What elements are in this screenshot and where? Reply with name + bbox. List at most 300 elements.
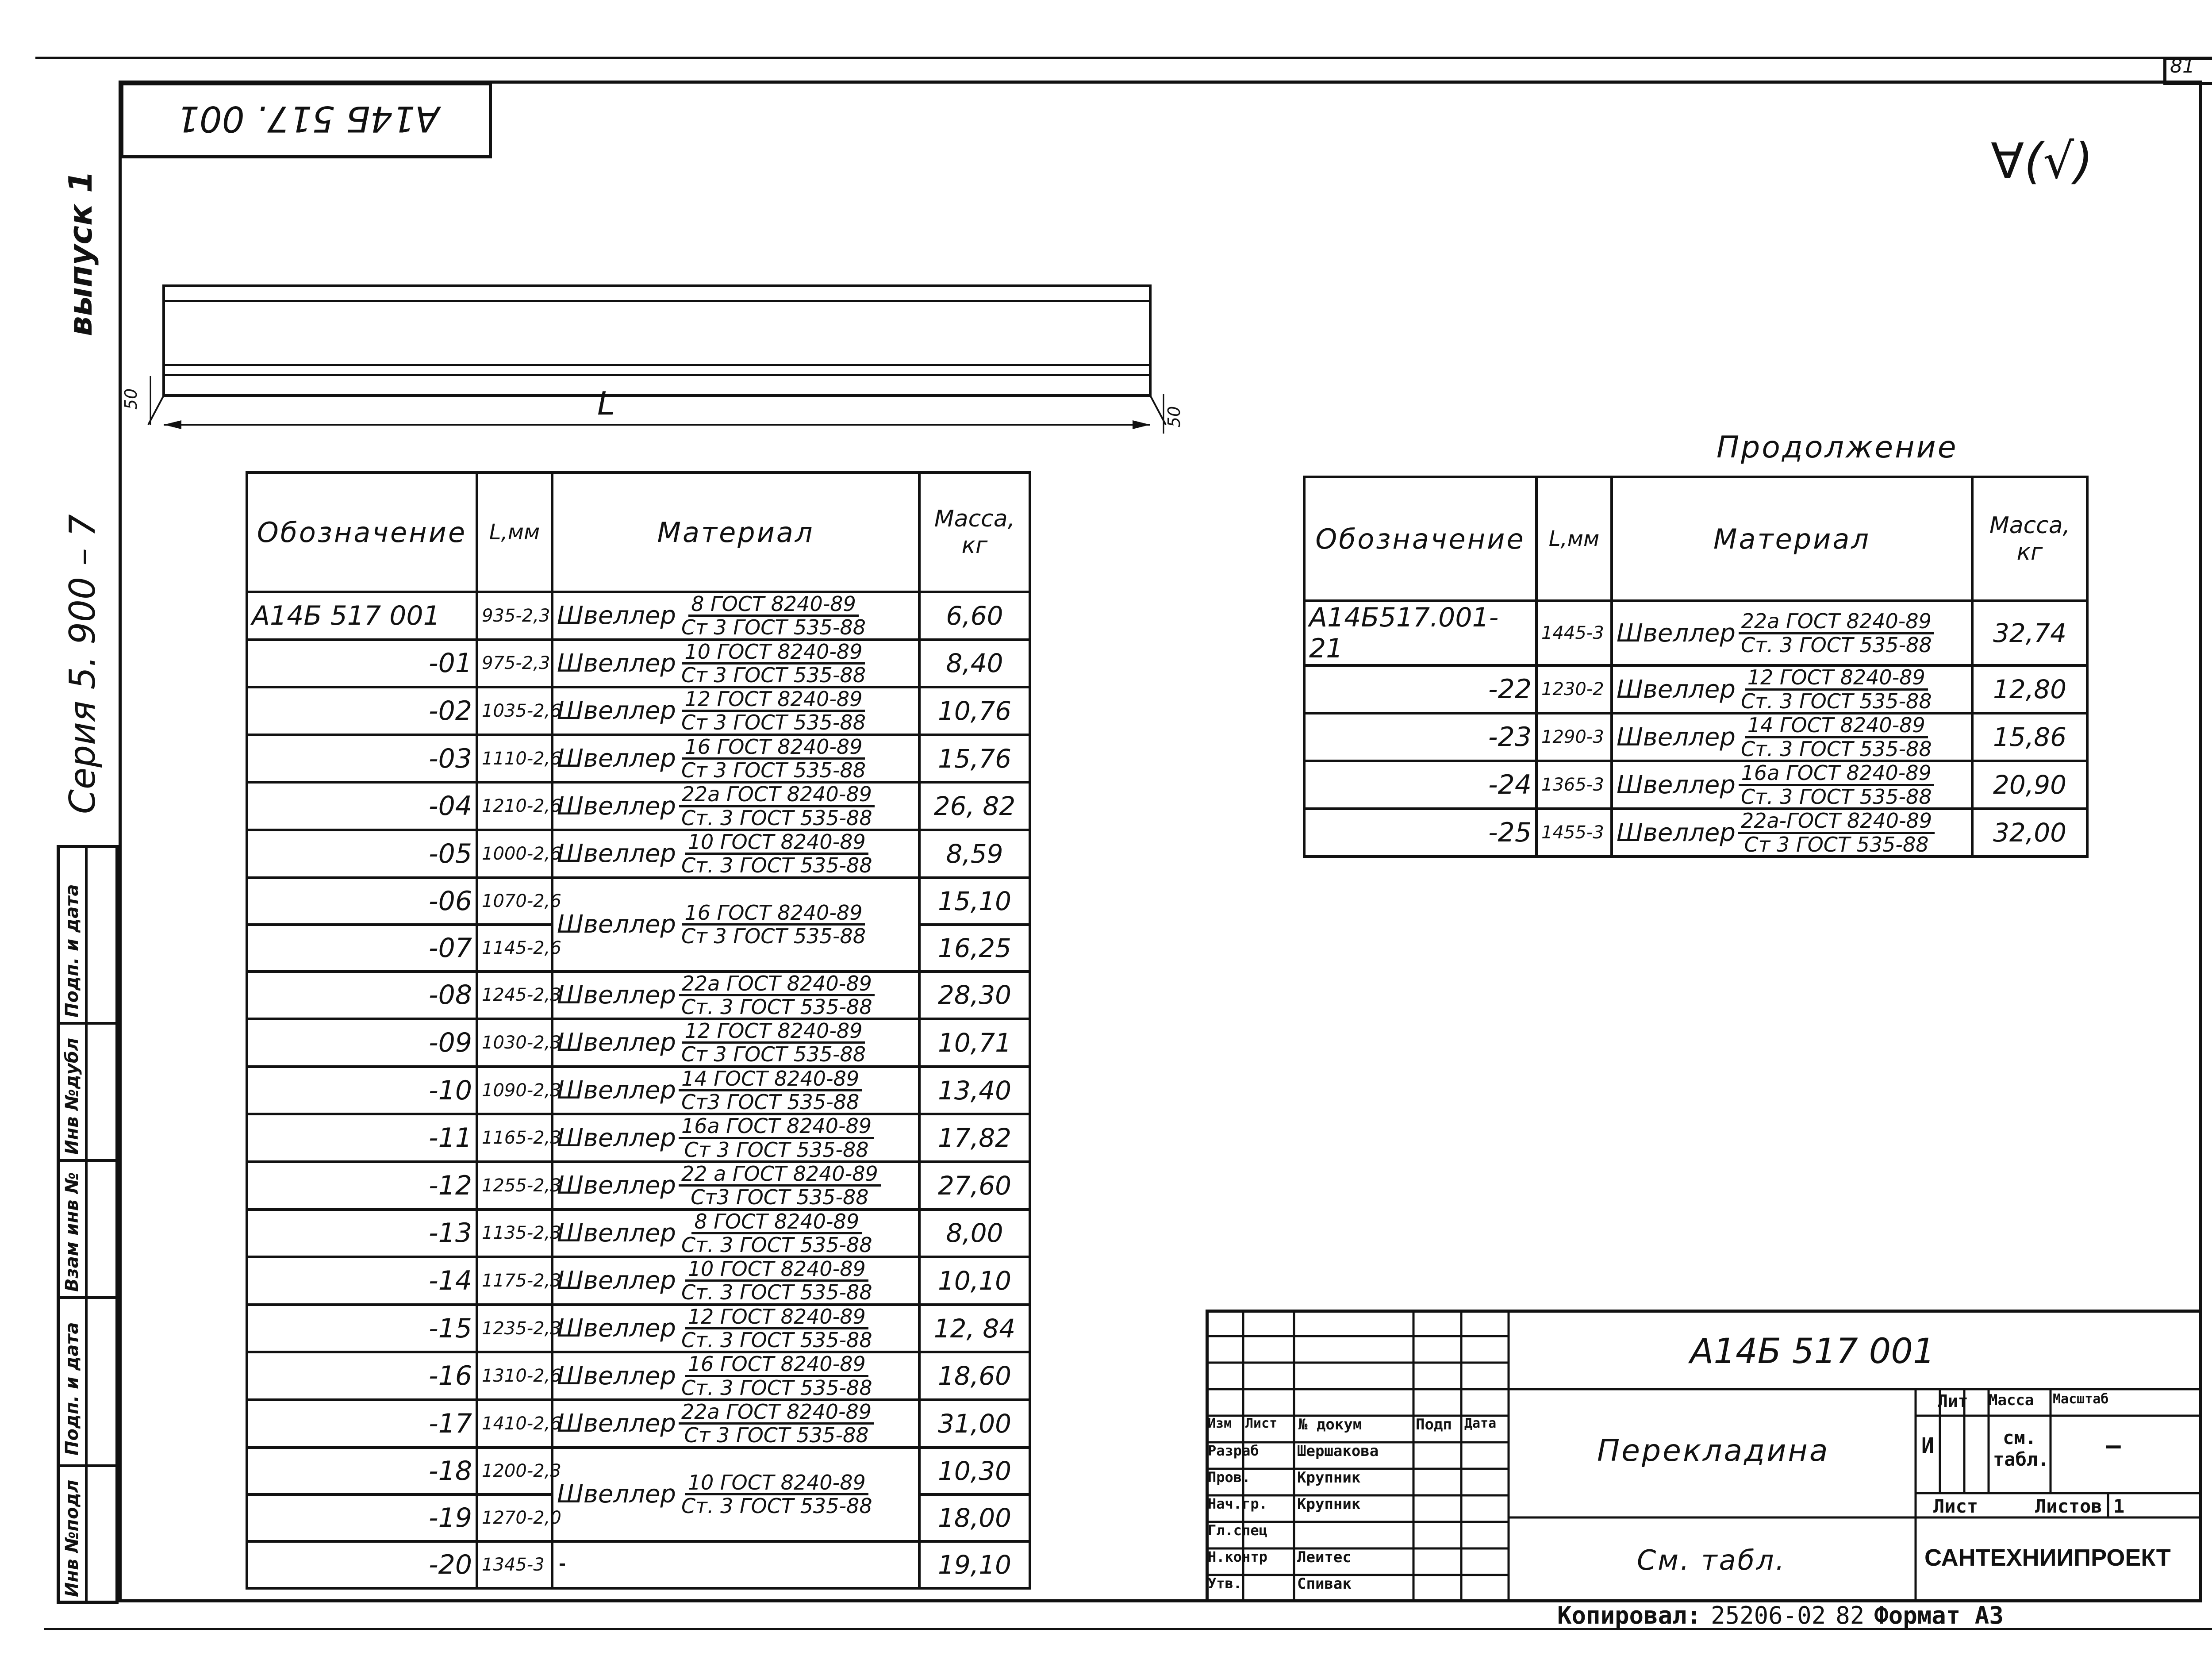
material-fraction xyxy=(679,902,868,947)
material-content xyxy=(557,1020,914,1065)
length-cell: 1455-3 xyxy=(1536,809,1612,857)
designation-cell: -04 xyxy=(247,782,477,830)
steel-standard: Ст. 3 ГОСТ 535-88 xyxy=(681,853,872,878)
material-fraction xyxy=(560,1563,565,1566)
stamp-label-1: Инв №подл xyxy=(62,1479,82,1597)
steel-standard: Ст 3 ГОСТ 535-88 xyxy=(681,758,866,783)
material-content xyxy=(1617,714,1967,760)
steel-standard: Ст 3 ГОСТ 535-88 xyxy=(681,663,866,687)
profile-standard: 22а ГОСТ 8240-89 xyxy=(679,784,875,807)
steel-standard: Ст 3 ГОСТ 535-88 xyxy=(684,1137,869,1162)
steel-standard: Ст 3 ГОСТ 535-88 xyxy=(684,1423,869,1448)
steel-standard: Ст 3 ГОСТ 535-88 xyxy=(681,615,866,640)
table-row xyxy=(247,1162,1030,1210)
mass-cell: 31,00 xyxy=(919,1400,1030,1448)
material-name: Швеллер xyxy=(557,839,676,868)
material-cell xyxy=(552,640,919,688)
table-row xyxy=(1304,665,2087,713)
table-row xyxy=(247,782,1030,830)
mass-cell: 15,86 xyxy=(1972,713,2087,761)
table-row xyxy=(247,687,1030,735)
length-cell: 1110-2,6 xyxy=(477,735,552,783)
length-cell: 1255-2,3 xyxy=(477,1162,552,1210)
length-cell: 1090-2,3 xyxy=(477,1067,552,1114)
material-cell xyxy=(552,1067,919,1114)
material-fraction xyxy=(679,1020,868,1065)
material-fraction xyxy=(679,1353,875,1398)
mass-cell: 8,00 xyxy=(919,1210,1030,1257)
steel-standard: Ст 3 ГОСТ 535-88 xyxy=(681,1042,866,1067)
profile-standard: 10 ГОСТ 8240-89 xyxy=(685,831,868,855)
mass-cell: 10,30 xyxy=(919,1448,1030,1494)
length-cell: 1230-2 xyxy=(1536,665,1612,713)
profile-standard: 14 ГОСТ 8240-89 xyxy=(679,1068,862,1091)
material-fraction xyxy=(679,736,868,781)
stamp-label-5: Подп. и дата xyxy=(62,884,82,1018)
tb-scale-value: — xyxy=(2106,1431,2121,1460)
material-content xyxy=(557,1472,914,1517)
designation-cell: -10 xyxy=(247,1067,477,1114)
tb-lit-label: Лит xyxy=(1938,1391,1968,1411)
header-material: Материал xyxy=(552,472,919,592)
dimension-left-label: 50 xyxy=(121,388,141,410)
steel-standard: Ст. 3 ГОСТ 535-88 xyxy=(681,1233,872,1257)
table-row xyxy=(1304,809,2087,857)
length-cell: 1030-2,3 xyxy=(477,1019,552,1067)
material-fraction xyxy=(679,1163,881,1208)
table-row xyxy=(247,592,1030,640)
mass-cell: 10,71 xyxy=(919,1019,1030,1067)
profile-standard xyxy=(560,1563,565,1566)
material-name: Швеллер xyxy=(557,1076,676,1105)
right-header-length: L,мм xyxy=(1536,477,1612,601)
footer-copied-num: 25206-02 xyxy=(1711,1602,1826,1629)
steel-standard: Ст3 ГОСТ 535-88 xyxy=(691,1185,869,1210)
right-spec-table xyxy=(1303,476,2089,858)
material-content xyxy=(1617,810,1967,855)
material-content xyxy=(557,1115,914,1160)
mass-cell: 13,40 xyxy=(919,1067,1030,1114)
material-cell xyxy=(552,1305,919,1352)
material-cell xyxy=(552,1114,919,1162)
material-content xyxy=(557,784,914,829)
material-content xyxy=(557,1353,914,1398)
sheet-number: 81 xyxy=(2170,55,2195,77)
steel-standard: Ст. 3 ГОСТ 535-88 xyxy=(1740,784,1932,809)
length-cell: 1245-2,3 xyxy=(477,972,552,1019)
length-cell: 1200-2,3 xyxy=(477,1448,552,1494)
material-name: Швеллер xyxy=(1617,770,1736,799)
steel-standard: Ст. 3 ГОСТ 535-88 xyxy=(681,1494,872,1518)
material-name: Швеллер xyxy=(557,1314,676,1343)
steel-standard: Ст 3 ГОСТ 535-88 xyxy=(681,711,866,735)
designation-cell: -24 xyxy=(1304,761,1536,809)
stamp-label-2: Подп. и дата xyxy=(62,1322,82,1456)
mass-cell: 12,80 xyxy=(1972,665,2087,713)
material-fraction xyxy=(679,1306,875,1351)
length-cell: 1345-3 xyxy=(477,1541,552,1588)
tb-lit-value: И xyxy=(1921,1433,1934,1458)
profile-standard: 12 ГОСТ 8240-89 xyxy=(682,688,865,712)
steel-standard: Ст. 3 ГОСТ 535-88 xyxy=(681,1328,872,1352)
length-cell: 935-2,3 xyxy=(477,592,552,640)
material-cell xyxy=(552,1210,919,1257)
steel-standard: Ст 3 ГОСТ 535-88 xyxy=(1744,832,1929,857)
material-name: Швеллер xyxy=(557,1480,676,1509)
length-cell: 975-2,3 xyxy=(477,640,552,688)
profile-standard: 16а ГОСТ 8240-89 xyxy=(679,1115,874,1139)
designation-cell: -25 xyxy=(1304,809,1536,857)
material-cell xyxy=(552,1352,919,1400)
right-header-material: Материал xyxy=(1612,477,1972,601)
trim-top xyxy=(35,57,2212,59)
series-label: Серия 5. 900 – 7 xyxy=(62,514,103,814)
designation-cell: A14Б517.001- 21 xyxy=(1304,601,1536,665)
table-row xyxy=(247,1067,1030,1114)
tb-scale-label: Масштаб xyxy=(2053,1391,2109,1407)
material-content xyxy=(557,973,914,1018)
profile-standard: 22 а ГОСТ 8240-89 xyxy=(679,1163,881,1187)
material-cell xyxy=(1612,713,1972,761)
material-content xyxy=(557,688,914,734)
mass-cell: 28,30 xyxy=(919,972,1030,1019)
stamp-sep-3 xyxy=(57,1296,119,1299)
mass-cell: 17,82 xyxy=(919,1114,1030,1162)
mass-cell: 8,40 xyxy=(919,640,1030,688)
material-fraction xyxy=(1738,762,1935,807)
tb-mass-value: см. табл. xyxy=(1993,1427,2049,1470)
material-fraction xyxy=(679,784,875,829)
material-content xyxy=(557,1211,914,1256)
designation-cell: -14 xyxy=(247,1257,477,1305)
tb-sheet-label: Лист xyxy=(1933,1495,1978,1517)
material-name: Швеллер xyxy=(557,601,676,630)
profile-standard: 22а ГОСТ 8240-89 xyxy=(679,1401,874,1425)
material-name: Швеллер xyxy=(557,1171,676,1200)
profile-standard: 16 ГОСТ 8240-89 xyxy=(685,1353,868,1377)
mass-cell: 12, 84 xyxy=(919,1305,1030,1352)
material-content xyxy=(1617,762,1967,807)
mass-cell: 26, 82 xyxy=(919,782,1030,830)
profile-standard: 12 ГОСТ 8240-89 xyxy=(685,1306,868,1329)
material-name: Швеллер xyxy=(1617,722,1736,752)
designation-cell: -19 xyxy=(247,1494,477,1541)
material-content xyxy=(557,641,914,686)
length-cell: 1175-2,3 xyxy=(477,1257,552,1305)
right-header-designation: Обозначение xyxy=(1304,477,1536,601)
mass-cell: 8,59 xyxy=(919,830,1030,878)
material-cell xyxy=(552,972,919,1019)
material-cell xyxy=(552,1400,919,1448)
table-row xyxy=(247,1448,1030,1494)
steel-standard: Ст. 3 ГОСТ 535-88 xyxy=(1740,737,1932,761)
material-name: Швеллер xyxy=(1617,818,1736,847)
designation-cell: -15 xyxy=(247,1305,477,1352)
table-row xyxy=(1304,761,2087,809)
tb-person: Крупник xyxy=(1297,1495,1361,1513)
length-cell: 1035-2,6 xyxy=(477,687,552,735)
tb-doc-code: A14Б 517 001 xyxy=(1690,1332,1935,1371)
mass-cell: 10,76 xyxy=(919,687,1030,735)
steel-standard: Ст. 3 ГОСТ 535-88 xyxy=(1740,689,1932,713)
material-content xyxy=(557,1258,914,1303)
profile-standard: 16 ГОСТ 8240-89 xyxy=(682,736,865,760)
material-name: Швеллер xyxy=(1617,618,1736,648)
stamp-divider xyxy=(85,845,88,1604)
length-cell: 1270-2,0 xyxy=(477,1494,552,1541)
material-fraction xyxy=(679,641,868,686)
header-designation: Обозначение xyxy=(247,472,477,592)
length-cell: 1310-2,6 xyxy=(477,1352,552,1400)
length-cell: 1210-2,6 xyxy=(477,782,552,830)
designation-cell: -08 xyxy=(247,972,477,1019)
designation-cell: -23 xyxy=(1304,713,1536,761)
material-content xyxy=(557,736,914,781)
material-cell xyxy=(552,687,919,735)
material-fraction xyxy=(679,973,875,1018)
material-cell xyxy=(1612,601,1972,665)
stamp-sep-2 xyxy=(57,1159,119,1162)
profile-standard: 12 ГОСТ 8240-89 xyxy=(682,1020,865,1044)
material-name: Швеллер xyxy=(557,744,676,773)
designation-cell: -17 xyxy=(247,1400,477,1448)
material-content xyxy=(1617,611,1967,656)
designation-cell: -13 xyxy=(247,1210,477,1257)
material-fraction xyxy=(1738,667,1935,712)
profile-standard: 8 ГОСТ 8240-89 xyxy=(691,1211,862,1234)
tb-role: Утв. xyxy=(1208,1575,1242,1592)
code-box-text: A14Б 517. 001 xyxy=(177,98,440,139)
footer xyxy=(1557,1602,2004,1629)
material-cell xyxy=(552,1541,919,1588)
steel-standard: Ст. 3 ГОСТ 535-88 xyxy=(681,806,872,830)
profile-standard: 22а ГОСТ 8240-89 xyxy=(679,973,875,996)
tb-person: Спивак xyxy=(1297,1575,1352,1593)
table-row xyxy=(1304,713,2087,761)
material-name: Швеллер xyxy=(557,791,676,821)
mass-cell: 18,60 xyxy=(919,1352,1030,1400)
tb-header-doc: № докум xyxy=(1298,1416,1362,1433)
material-cell xyxy=(1612,665,1972,713)
designation-cell: -01 xyxy=(247,640,477,688)
tb-mass-label: Масса xyxy=(1989,1391,2034,1409)
steel-standard: Ст 3 ГОСТ 535-88 xyxy=(681,924,866,949)
header-length: L,мм xyxy=(477,472,552,592)
mass-cell: 20,90 xyxy=(1972,761,2087,809)
tb-sheets-label: Листов 1 xyxy=(2035,1495,2125,1517)
designation-cell: -16 xyxy=(247,1352,477,1400)
material-cell xyxy=(552,1257,919,1305)
material-content xyxy=(557,1068,914,1113)
tb-header-izm: Изм xyxy=(1208,1416,1232,1431)
material-content xyxy=(557,902,914,947)
length-cell: 1365-3 xyxy=(1536,761,1612,809)
material-fraction xyxy=(679,1115,874,1160)
length-cell: 1135-2,3 xyxy=(477,1210,552,1257)
tb-header-date: Дата xyxy=(1464,1416,1497,1431)
mass-cell: 16,25 xyxy=(919,925,1030,972)
designation-cell: -12 xyxy=(247,1162,477,1210)
material-name: Швеллер xyxy=(557,1266,676,1295)
mass-cell: 10,10 xyxy=(919,1257,1030,1305)
profile-standard: 10 ГОСТ 8240-89 xyxy=(685,1472,868,1495)
mass-cell: 32,74 xyxy=(1972,601,2087,665)
table-row xyxy=(247,830,1030,878)
mass-cell: 19,10 xyxy=(919,1541,1030,1588)
tb-person: Шершакова xyxy=(1297,1442,1379,1460)
designation-cell: -22 xyxy=(1304,665,1536,713)
material-name: Швеллер xyxy=(1617,675,1736,704)
material-name: Швеллер xyxy=(557,1218,676,1248)
tb-role: Разраб xyxy=(1208,1442,1259,1459)
material-fraction xyxy=(679,593,868,638)
material-name: Швеллер xyxy=(557,910,676,939)
table-row xyxy=(247,1352,1030,1400)
dimension-length-label: L xyxy=(597,385,615,422)
steel-standard: Ст. 3 ГОСТ 535-88 xyxy=(681,995,872,1019)
roughness-symbol: ∀(√) xyxy=(1991,133,2093,189)
length-cell: 1000-2,6 xyxy=(477,830,552,878)
material-fraction xyxy=(679,1211,875,1256)
material-cell xyxy=(552,735,919,783)
material-fraction xyxy=(679,831,875,876)
tb-name: Перекладина xyxy=(1597,1433,1830,1468)
material-name: Швеллер xyxy=(557,649,676,678)
material-cell xyxy=(552,782,919,830)
stamp-sep-1 xyxy=(57,1022,119,1025)
material-name: Швеллер xyxy=(557,696,676,726)
material-cell xyxy=(552,1448,919,1541)
material-cell xyxy=(552,592,919,640)
material-cell xyxy=(552,1019,919,1067)
material-cell xyxy=(1612,761,1972,809)
right-header-mass: Масса, кг xyxy=(1972,477,2087,601)
profile-standard: 8 ГОСТ 8240-89 xyxy=(688,593,859,617)
table-row xyxy=(247,1305,1030,1352)
tb-person: Леитес xyxy=(1297,1548,1352,1566)
length-cell: 1070-2,6 xyxy=(477,878,552,925)
material-fraction xyxy=(1738,810,1935,855)
profile-standard: 12 ГОСТ 8240-89 xyxy=(1745,667,1928,690)
material-fraction xyxy=(679,1258,875,1303)
stamp-label-4: Инв №дубл xyxy=(62,1037,82,1155)
material-content xyxy=(557,1563,914,1566)
designation-cell: -05 xyxy=(247,830,477,878)
designation-cell: -18 xyxy=(247,1448,477,1494)
steel-standard: Ст. 3 ГОСТ 535-88 xyxy=(1740,633,1932,657)
designation-cell: -02 xyxy=(247,687,477,735)
material-fraction xyxy=(679,1472,875,1517)
material-content xyxy=(557,593,914,638)
length-cell: 1445-3 xyxy=(1536,601,1612,665)
material-cell xyxy=(552,1162,919,1210)
material-fraction xyxy=(1738,714,1935,760)
profile-standard: 10 ГОСТ 8240-89 xyxy=(682,641,865,664)
tb-header-sign: Подп xyxy=(1416,1416,1452,1433)
material-content xyxy=(1617,667,1967,712)
table-row xyxy=(247,1400,1030,1448)
steel-standard: Ст. 3 ГОСТ 535-88 xyxy=(681,1280,872,1305)
designation-cell: -09 xyxy=(247,1019,477,1067)
continuation-caption: Продолжение xyxy=(1717,430,1958,465)
profile-standard: 22а-ГОСТ 8240-89 xyxy=(1738,810,1935,834)
designation-cell: -20 xyxy=(247,1541,477,1588)
table-row xyxy=(247,640,1030,688)
material-name: Швеллер xyxy=(557,1123,676,1152)
profile-standard: 16а ГОСТ 8240-89 xyxy=(1739,762,1934,786)
material-fraction xyxy=(679,688,868,734)
profile-standard: 14 ГОСТ 8240-89 xyxy=(1745,714,1928,738)
designation-cell: -03 xyxy=(247,735,477,783)
material-fraction xyxy=(679,1401,874,1446)
profile-standard: 10 ГОСТ 8240-89 xyxy=(685,1258,868,1282)
table-row xyxy=(247,1210,1030,1257)
footer-format: Формат А3 xyxy=(1874,1602,2004,1629)
table-row xyxy=(1304,601,2087,665)
material-content xyxy=(557,1306,914,1351)
material-cell xyxy=(552,878,919,972)
stamp-sep-4 xyxy=(57,1464,119,1467)
designation-cell: A14Б 517 001 xyxy=(247,592,477,640)
table-row xyxy=(247,1114,1030,1162)
steel-standard: Ст3 ГОСТ 535-88 xyxy=(681,1090,860,1114)
designation-cell: -06 xyxy=(247,878,477,925)
material-content xyxy=(557,1401,914,1446)
material-content xyxy=(557,831,914,876)
length-cell: 1165-2,3 xyxy=(477,1114,552,1162)
material-cell xyxy=(552,830,919,878)
length-cell: 1290-3 xyxy=(1536,713,1612,761)
tb-org: САНТЕХНИИПРОЕКТ xyxy=(1924,1544,2171,1571)
table-row xyxy=(247,1541,1030,1588)
material-cell xyxy=(1612,809,1972,857)
mass-cell: 32,00 xyxy=(1972,809,2087,857)
tb-role: Пров. xyxy=(1208,1469,1251,1486)
material-name: Швеллер xyxy=(557,1409,676,1438)
mass-cell: 15,10 xyxy=(919,878,1030,925)
mass-cell: 15,76 xyxy=(919,735,1030,783)
profile-standard: 22а ГОСТ 8240-89 xyxy=(1739,611,1934,634)
issue-label: выпуск 1 xyxy=(62,170,99,336)
material-name: Швеллер xyxy=(557,1028,676,1057)
tb-material: См. табл. xyxy=(1637,1544,1786,1576)
table-row xyxy=(247,878,1030,925)
length-cell: 1235-2,3 xyxy=(477,1305,552,1352)
material-name: Швеллер xyxy=(557,980,676,1010)
length-cell: 1145-2,6 xyxy=(477,925,552,972)
table-row xyxy=(247,1257,1030,1305)
header-mass: Масса, кг xyxy=(919,472,1030,592)
tb-role: Н.контр xyxy=(1208,1548,1267,1565)
tb-role: Нач.гр. xyxy=(1208,1495,1267,1512)
tb-person: Крупник xyxy=(1297,1469,1361,1486)
table-row xyxy=(247,1019,1030,1067)
material-fraction xyxy=(679,1068,862,1113)
profile-standard: 16 ГОСТ 8240-89 xyxy=(682,902,865,926)
tb-role: Гл.спец xyxy=(1208,1522,1267,1539)
table-row xyxy=(247,972,1030,1019)
mass-cell: 27,60 xyxy=(919,1162,1030,1210)
material-fraction xyxy=(1738,611,1935,656)
steel-standard: Ст. 3 ГОСТ 535-88 xyxy=(681,1375,872,1400)
designation-cell: -07 xyxy=(247,925,477,972)
left-spec-table xyxy=(246,471,1031,1590)
dimension-right-label: 50 xyxy=(1164,406,1184,428)
tb-header-list: Лист xyxy=(1245,1416,1278,1431)
material-name: Швеллер xyxy=(557,1361,676,1390)
table-row xyxy=(247,735,1030,783)
length-cell: 1410-2,6 xyxy=(477,1400,552,1448)
